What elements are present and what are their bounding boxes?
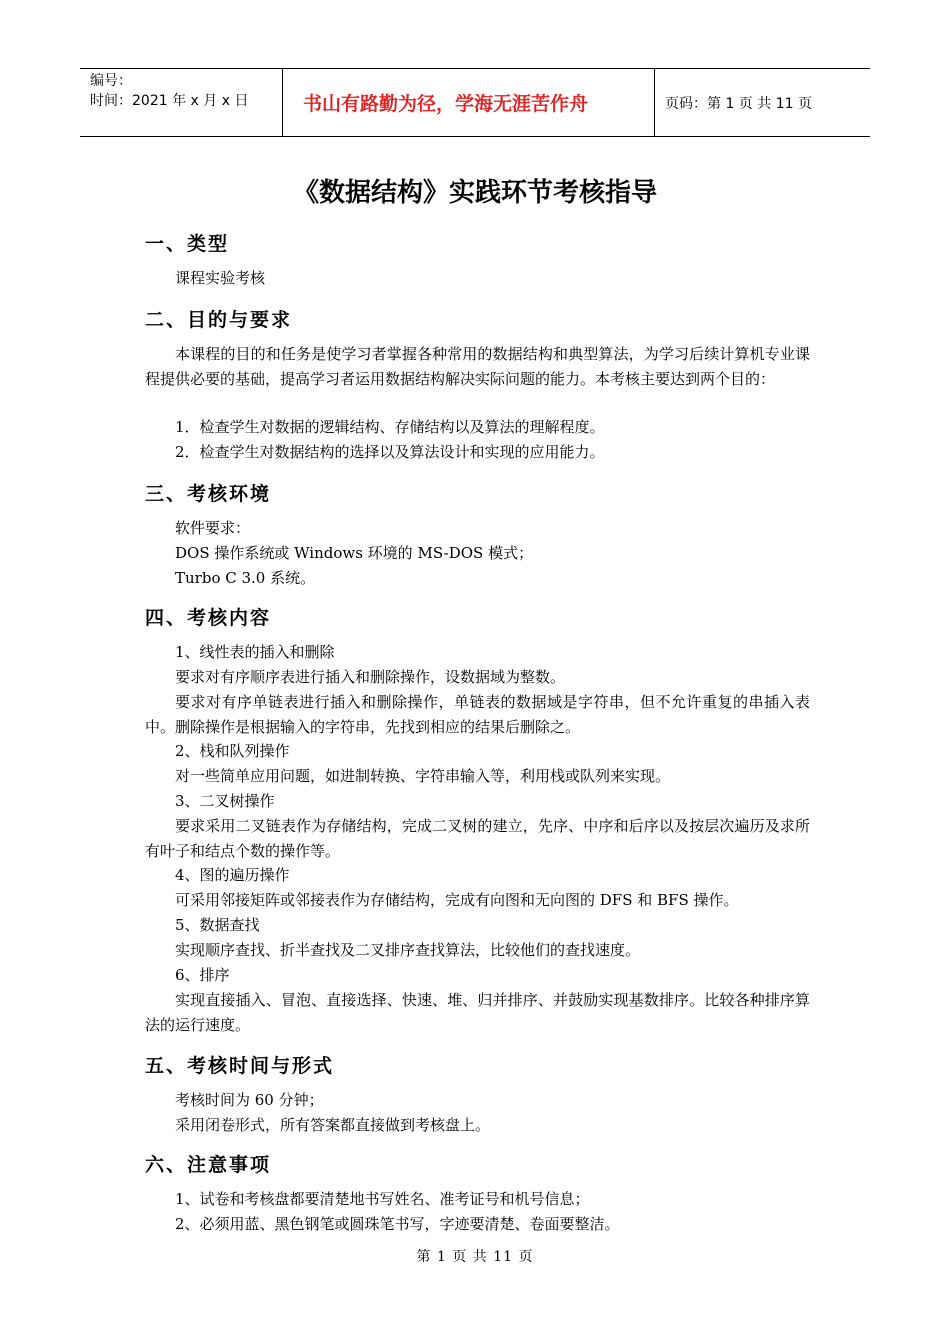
header-table	[80, 68, 870, 137]
paragraph: 实现直接插入、冒泡、直接选择、快速、堆、归并排序、并鼓励实现基数排序。比较各种排序算法的运行速度。	[145, 991, 810, 1034]
paragraph: 4、图的遍历操作	[175, 866, 290, 884]
header-meta-cell	[80, 69, 282, 136]
paragraph: 实现顺序查找、折半查找及二叉排序查找算法，比较他们的查找速度。	[175, 941, 641, 959]
paragraph: 2、栈和队列操作	[175, 742, 290, 760]
paragraph: 1．检查学生对数据的逻辑结构、存储结构以及算法的理解程度。	[175, 418, 605, 436]
paragraph: 要求采用二叉链表作为存储结构，完成二叉树的建立，先序、中序和后序以及按层次遍历及求所有叶子和结点个数的操作等。	[145, 817, 810, 860]
paragraph: 2．检查学生对数据结构的选择以及算法设计和实现的应用能力。	[175, 443, 605, 461]
paragraph: 要求对有序顺序表进行插入和删除操作，设数据域为整数。	[175, 668, 566, 686]
paragraph: 采用闭卷形式，所有答案都直接做到考核盘上。	[175, 1116, 491, 1134]
paragraph: 对一些简单应用问题，如进制转换、字符串输入等，利用栈或队列来实现。	[175, 767, 671, 785]
number-label: 编号：	[90, 73, 132, 89]
paragraph: 6、排序	[175, 966, 230, 984]
paragraph: 本课程的目的和任务是使学习者掌握各种常用的数据结构和典型算法，为学习后续计算机专业课程提供必要的基础，提高学习者运用数据结构解决实际问题的能力。本考核主要达到两个目的：	[145, 345, 810, 388]
paragraph: 软件要求：	[175, 519, 251, 537]
paragraph: 5、数据查找	[175, 916, 260, 934]
section-heading-time-form: 五、考核时间与形式	[145, 1055, 335, 1077]
paragraph: 考核时间为 60 分钟；	[175, 1091, 324, 1109]
section-heading-environment: 三、考核环境	[145, 483, 272, 505]
paragraph: 要求对有序单链表进行插入和删除操作，单链表的数据域是字符串，但不允许重复的串插入表中。删除操作是根据输入的字符串，先找到相应的结果后删除之。	[145, 693, 810, 736]
paragraph: 课程实验考核	[175, 269, 266, 287]
paragraph: 2、必须用蓝、黑色钢笔或圆珠笔书写，字迹要清楚、卷面要整洁。	[175, 1215, 620, 1233]
paragraph: Turbo C 3.0 系统。	[175, 569, 316, 587]
section-heading-content: 四、考核内容	[145, 607, 272, 629]
document-title: 《数据结构》实践环节考核指导	[292, 178, 657, 208]
paragraph: 3、二叉树操作	[175, 792, 275, 810]
paragraph: 可采用邻接矩阵或邻接表作为存储结构，完成有向图和无向图的 DFS 和 BFS 操作。	[175, 891, 739, 909]
header-motto-cell	[282, 69, 655, 136]
paragraph: 1、试卷和考核盘都要清楚地书写姓名、准考证号和机号信息；	[175, 1190, 590, 1208]
section-heading-type: 一、类型	[145, 233, 230, 255]
motto-text: 书山有路勤为径，学海无涯苦作舟	[303, 93, 589, 115]
section-heading-notes: 六、注意事项	[145, 1154, 272, 1176]
section-heading-purpose: 二、目的与要求	[145, 309, 293, 331]
time-label: 时间：2021 年 x 月 x 日	[90, 93, 249, 109]
paragraph: DOS 操作系统或 Windows 环境的 MS-DOS 模式；	[175, 544, 534, 562]
page-footer: 第 1 页 共 11 页	[416, 1249, 534, 1265]
page-info: 页码：第 1 页 共 11 页	[665, 95, 812, 112]
paragraph: 1、线性表的插入和删除	[175, 643, 335, 661]
header-page-cell	[655, 69, 870, 136]
